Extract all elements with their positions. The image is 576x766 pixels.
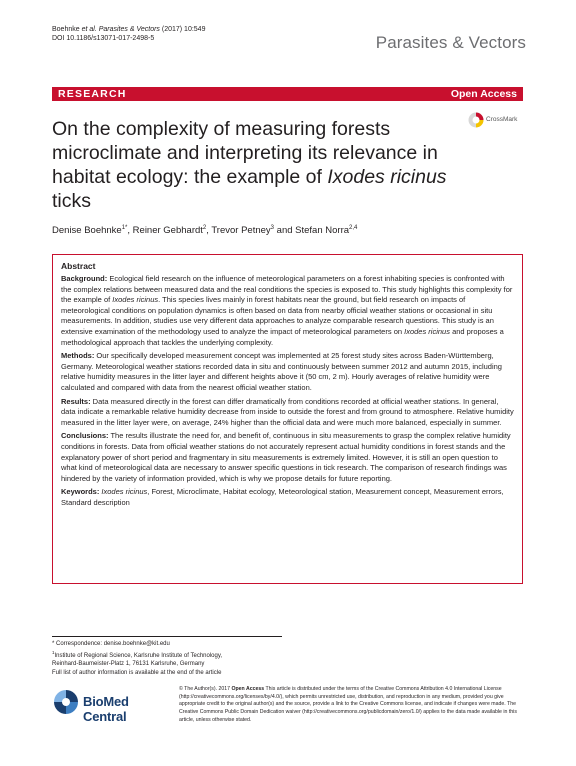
affiliation-text: Institute of Regional Science, Karlsruhe Institute of Technology, — [54, 652, 223, 659]
author-affiliation: 2 — [202, 225, 207, 231]
biomed-central-logo — [52, 688, 172, 724]
citation-journal: et al. Parasites & Vectors — [81, 26, 160, 33]
open-access-badge: Open Access — [450, 88, 517, 100]
species-name: Ixodes ricinus — [112, 295, 159, 305]
license-text: This article is distributed under the terms of the Creative Commons Attribution 4.0 International License (http://creativecommons.org/licenses/by/4.0/), which permits unrestricted use, distribution, and reproduction in any medium, provided you give appropriate credit to the original author(s) and the source, provide a link to the Creative Commons license, and indicate if changes were made. The Creative Commons Public Domain Dedication waiver (http://creativecommons.org/publicdomain/zero/1.0/) applies to the data made available in this article, unless otherwise stated. — [179, 686, 517, 723]
journal-name: Parasites & Vectors — [375, 33, 526, 52]
species-name: Ixodes ricinus — [99, 487, 148, 497]
section-label: Methods: — [61, 351, 95, 361]
article-type-label: RESEARCH — [58, 88, 127, 100]
author-list: Denise Boehnke$^{1*}$, Reiner Gebhardt$^2$, Trevor Petney$^3$ and Stefan Norra$^{2,4}$ — [52, 225, 358, 237]
title-text: On the complexity of measuring forests microclimate and interpreting its relevance in habitat ecology: the example of — [52, 118, 438, 188]
abstract-conclusions — [61, 431, 514, 484]
title-text-end: ticks — [52, 190, 91, 212]
affiliation-address: Reinhard-Baumeister-Platz 1, 76131 Karlsruhe, Germany — [52, 661, 205, 668]
section-text: . This species lives mainly in forest habitats near the ground, but field research on impacts of meteorological conditions on population dynamics is often based on data from nearby official weather stations or occasional in situ measurements. In addition, studies use very different data approaches to analyze comparable research questions. This study is an extensive examination of the methodology used to analyze the impact of meteorological parameters on — [61, 295, 494, 336]
author-affiliation: 2,4 — [349, 225, 358, 231]
citation-year-pages: (2017) 10:549 — [159, 26, 206, 33]
abstract-methods — [61, 351, 514, 393]
abstract-keywords — [61, 487, 514, 508]
abstract-background — [61, 274, 514, 348]
affiliation-number: 1 — [52, 649, 55, 655]
section-text: Data measured directly in the forest can differ dramatically from conditions recorded at official weather stations. In general, data indicate a remarkable relative humidity decrease from inside to outside the forest and from ground to atmosphere. Relative humidity measured in the litter layer were, on average, 24% higher than the official data and were much more balanced, especially in summer. — [61, 396, 514, 427]
citation-line — [52, 25, 205, 34]
author-affiliation: 3 — [270, 225, 275, 231]
section-text: Our specifically developed measurement concept was implemented at 25 forest study sites across Baden-Württemberg, Germany. Meteorological weather stations recorded data in situ and continuously between summer 2012 and autumn 2015, including relative humidity measures in the litter layer and different heights above it (50 cm, 2 m). Hourly averages of relative humidity were calculated and compared with data from the nearest official weather station. — [61, 351, 502, 392]
section-label: Results: — [61, 396, 91, 406]
section-text: Ecological field research on the influence of meteorological parameters on a forest inhabiting species is confronted with the complex relations between measured data and the real conditions the species is exposed to. This study highlights this complexity for the example of — [61, 274, 513, 305]
section-label: Background: — [61, 274, 108, 283]
affiliation-line — [52, 649, 312, 661]
abstract-results — [61, 397, 514, 429]
article-citation — [52, 25, 205, 43]
crossmark-label: CrossMark — [486, 116, 518, 123]
author-name: Denise Boehnke — [52, 225, 122, 237]
section-label: Conclusions: — [61, 431, 109, 441]
license-lead: © The Author(s). 2017 — [179, 686, 232, 692]
correspondence[interactable]: * Correspondence: denise.boehnke@kit.edu — [52, 641, 170, 647]
crossmark-icon — [468, 112, 484, 128]
abstract-heading: Abstract — [61, 261, 96, 271]
license-statement — [179, 686, 523, 725]
section-text: The results illustrate the need for, and benefit of, continuous in situ measurements to grasp the complex relative humidity conditions in forests. Data from official weather stations do not accurately represent actual humidity conditions in forest stands and the explanatory power of short period and fragmentary in situ measurements is extremely limited. However, it is still an open question to what kind of meteorological data are necessary to answer specific questions in tick research. The comparison of research findings was hindered by the variety of information provided, which is why we propose details for future reporting. — [61, 431, 511, 483]
species-name: Ixodes ricinus — [404, 326, 450, 336]
footnotes — [52, 640, 312, 677]
author-name: Reiner Gebhardt — [132, 225, 203, 237]
article-type-banner — [52, 87, 523, 101]
citation-authors: Boehnke — [52, 26, 82, 33]
biomed-central-icon — [52, 688, 80, 716]
author-name: Trevor Petney — [211, 225, 271, 237]
section-text: and proposes a methodological approach that tackles the underlying complexity. — [61, 326, 504, 347]
abstract-box — [52, 254, 523, 584]
section-text: , Forest, Microclimate, Habitat ecology, Meteorological station, Measurement concept, Measurement errors, Standard description — [61, 487, 504, 507]
author-info-note: Full list of author information is available at the end of the article — [52, 669, 222, 676]
crossmark-button[interactable] — [468, 112, 528, 132]
doi[interactable]: DOI 10.1186/s13071-017-2498-5 — [52, 35, 155, 42]
section-label: Keywords: — [61, 487, 100, 497]
title-species: Ixodes ricinus — [327, 166, 447, 188]
license-open-access: Open Access — [231, 686, 265, 692]
author-affiliation: 1* — [121, 225, 128, 231]
footnote-divider — [52, 636, 282, 637]
author-name: Stefan Norra — [295, 225, 350, 237]
biomed-central-text: BioMed Central — [83, 694, 129, 724]
article-title — [52, 117, 462, 213]
